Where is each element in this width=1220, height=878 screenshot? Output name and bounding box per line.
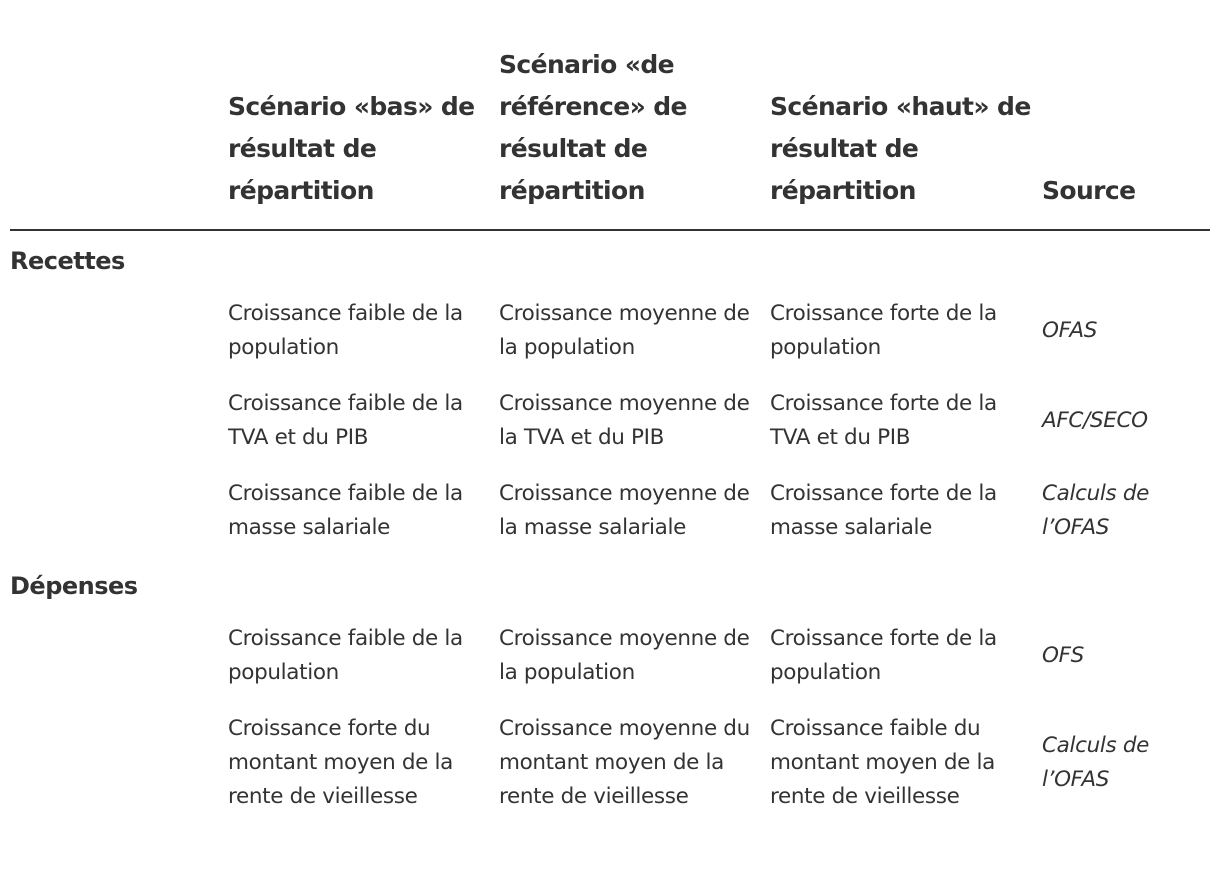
section-row-depenses [10, 545, 1210, 603]
cell-high: Croissance forte de la population [770, 626, 997, 685]
cell-low: Croissance faible de la masse salariale [228, 481, 463, 540]
cell-reference: Croissance moyenne du montant moyen de la rente de vieillesse [499, 716, 750, 809]
cell-low: Croissance faible de la population [228, 626, 463, 685]
row-label-empty [10, 603, 228, 712]
header-low-scenario: Scénario «bas» de résultat de répartition [228, 44, 499, 230]
cell-source: OFS [1042, 643, 1084, 668]
cell-source: Calculs de l’OFAS [1042, 481, 1149, 540]
cell-low: Croissance forte du montant moyen de la rente de vieillesse [228, 716, 453, 809]
cell-high: Croissance faible du montant moyen de la rente de vieillesse [770, 716, 995, 809]
cell-reference: Croissance moyenne de la population [499, 626, 750, 685]
row-label-empty [10, 712, 228, 822]
cell-low: Croissance faible de la population [228, 301, 463, 360]
header-reference-scenario: Scénario «de référence» de résultat de répartition [499, 44, 770, 230]
cell-high: Croissance forte de la masse salariale [770, 481, 997, 540]
cell-source: AFC/SECO [1042, 408, 1148, 433]
cell-source: OFAS [1042, 318, 1097, 343]
cell-reference: Croissance moyenne de la TVA et du PIB [499, 391, 750, 450]
section-title: Dépenses [10, 572, 138, 600]
table-row [10, 477, 1210, 545]
cell-source: Calculs de l’OFAS [1042, 733, 1149, 792]
table-row [10, 603, 1210, 712]
row-label-empty [10, 477, 228, 545]
header-high-scenario: Scénario «haut» de résultat de répartition [770, 44, 1042, 230]
row-label-empty [10, 278, 228, 387]
section-row-recettes [10, 230, 1210, 278]
cell-high: Croissance forte de la population [770, 301, 997, 360]
table-row [10, 278, 1210, 387]
table-row [10, 387, 1210, 477]
row-label-empty [10, 387, 228, 477]
scenario-table [10, 44, 1210, 822]
header-source: Source [1042, 44, 1210, 230]
cell-reference: Croissance moyenne de la population [499, 301, 750, 360]
table-header-row [10, 44, 1210, 230]
cell-reference: Croissance moyenne de la masse salariale [499, 481, 750, 540]
table-row [10, 712, 1210, 822]
section-title: Recettes [10, 247, 125, 275]
header-empty [10, 44, 228, 230]
cell-high: Croissance forte de la TVA et du PIB [770, 391, 997, 450]
cell-low: Croissance faible de la TVA et du PIB [228, 391, 463, 450]
